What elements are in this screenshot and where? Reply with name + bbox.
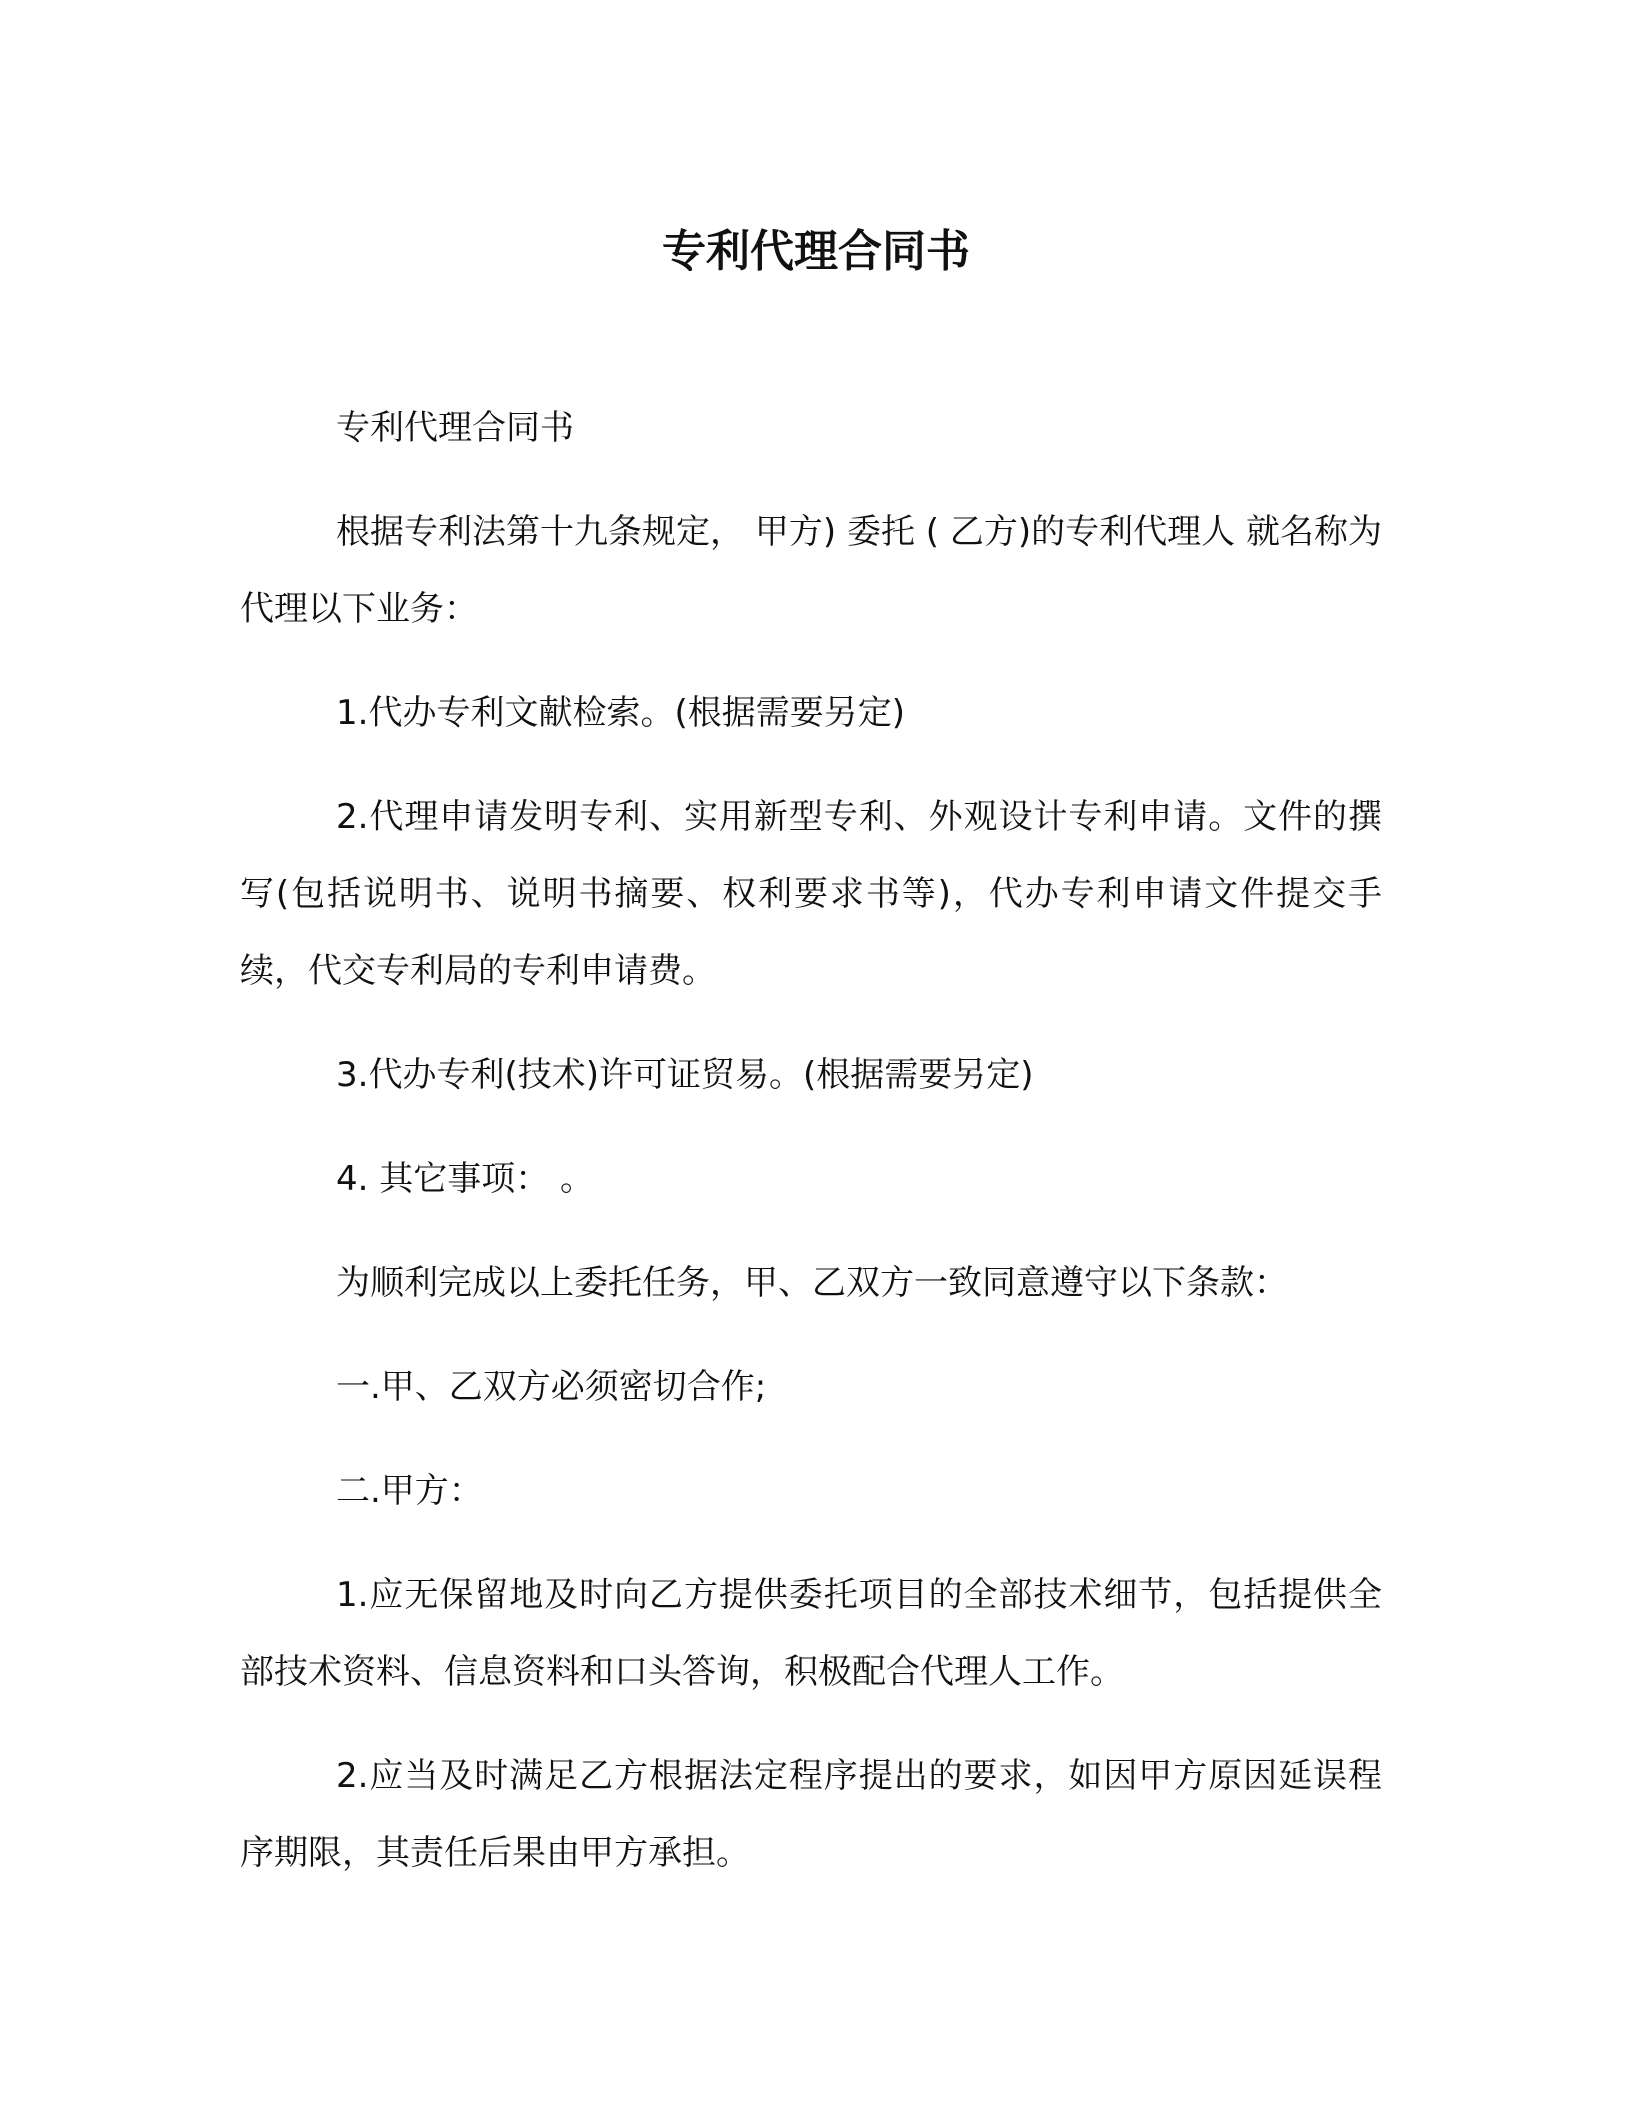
paragraph-item-3: 3.代办专利(技术)许可证贸易。(根据需要另定) <box>336 1055 1034 1095</box>
paragraph-clause-2-heading: 二.甲方： <box>336 1471 483 1511</box>
paragraph-item-4: 4. 其它事项： 。 <box>336 1159 595 1199</box>
paragraph-subtitle: 专利代理合同书 <box>336 408 574 448</box>
paragraph-clause-1: 一.甲、乙双方必须密切合作; <box>336 1367 767 1407</box>
document-body <box>240 390 1382 1919</box>
paragraph-clause-2-item-1: 1.应无保留地及时向乙方提供委托项目的全部技术细节，包括提供全部技术资料、信息资料和口头答询，积极配合代理人工作。 <box>240 1575 1382 1692</box>
paragraph-item-1: 1.代办专利文献检索。(根据需要另定) <box>336 693 905 733</box>
document-title: 专利代理合同书 <box>662 226 970 277</box>
paragraph-clause-2-item-2: 2.应当及时满足乙方根据法定程序提出的要求，如因甲方原因延误程序期限，其责任后果由甲方承担。 <box>240 1756 1382 1873</box>
paragraph-terms-intro: 为顺利完成以上委托任务，甲、乙双方一致同意遵守以下条款： <box>336 1263 1288 1303</box>
paragraph-item-2: 2.代理申请发明专利、实用新型专利、外观设计专利申请。文件的撰写(包括说明书、说明书摘要、权利要求书等)，代办专利申请文件提交手续，代交专利局的专利申请费。 <box>240 797 1382 991</box>
paragraph-intro: 根据专利法第十九条规定， 甲方) 委托 ( 乙方)的专利代理人 就名称为 代理以下业务： <box>240 512 1382 629</box>
